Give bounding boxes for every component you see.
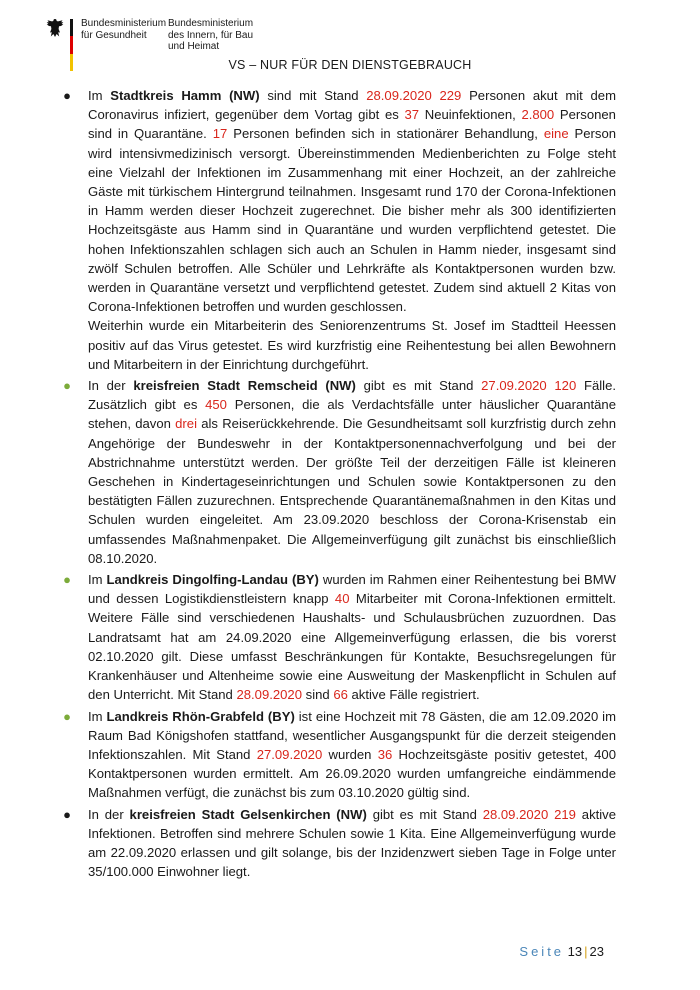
list-item: [63, 805, 616, 882]
classification-label: VS – NUR FÜR DEN DIENSTGEBRAUCH: [228, 58, 472, 72]
region-name: Landkreis Rhön-Grabfeld (BY): [106, 708, 295, 724]
bullet-icon: ●: [63, 708, 71, 724]
region-name: kreisfreien Stadt Remscheid (NW): [133, 378, 356, 394]
bullet-icon: ●: [63, 378, 71, 394]
item-paragraph: In der kreisfreien Stadt Remscheid (NW) gibt es mit Stand 27.09.2020 120 Fälle. Zusätzlich gibt es 450 Personen, die als Verdachtsfälle unter häuslicher Quarantäne stehen, davon drei als Reiserückkehrende. Die Gesundheitsamt soll kurzfristig durch zehn Angehörige der Bundeswehr in der Kontaktpersonennachverfolgung und bei der Abstrichnahme unterstützt werden. Der größte Teil der derzeitigen Fälle ist kleineren Geschehen in Kindertageseinrichtungen und Schulen sowie Kontaktpersonen zu den bestätigten Fällen zuzurechnen. Entsprechende Quarantänemaßnahmen in den Kitas und Schulen wurden eingeleitet. Am 23.09.2020 beschloss der Corona-Krisenstab ein umfassendes Maßnahmenpaket. Die Allgemeinverfügung gilt zunächst bis einschließlich 08.10.2020.: [88, 378, 616, 566]
item-paragraph: Im Landkreis Rhön-Grabfeld (BY) ist eine Hochzeit mit 78 Gästen, die am 12.09.2020 im Raum Bad Königshofen stattfand, wesentlicher Ausgangspunkt für die derzeit steigenden Infektionszahlen. Mit Stand 27.09.2020 wurden 36 Hochzeitsgäste positiv getestet, 400 Kontaktpersonen wurden ermittelt. Am 26.09.2020 wurden umfangreiche eindämmende Maßnahmen verfügt, die zunächst bis zum 03.10.2020 gültig sind.: [88, 708, 616, 801]
federal-eagle-icon: [46, 18, 64, 38]
ministry-interior-name: Bundesministerium des Innern, für Bau und Heimat: [168, 18, 254, 52]
region-name: kreisfreien Stadt Gelsenkirchen (NW): [129, 806, 367, 822]
bullet-icon: ●: [63, 88, 71, 103]
ministry-health-name: Bundesministerium für Gesundheit: [81, 18, 167, 41]
current-page: 13: [567, 944, 583, 959]
total-pages: 23: [589, 944, 604, 959]
list-item: [63, 570, 616, 704]
page-number: [519, 944, 604, 959]
region-name: Landkreis Dingolfing-Landau (BY): [106, 572, 319, 588]
item-paragraph: Im Landkreis Dingolfing-Landau (BY) wurden im Rahmen einer Reihentestung bei BMW und dessen Logistikdienstleistern knapp 40 Mitarbeiter mit Corona-Infektionen ermittelt. Weitere Fälle sind verschiedenen Haushalts- und Schulausbrüchen zuzuordnen. Das Landratsamt hat am 24.09.2020 eine Allgemeinverfügung erlassen, die bis vorerst 02.10.2020 gilt. Diese umfasst Beschränkungen für Kontakte, Besuchsregelungen für Krankenhäuser und Altenheime sowie eine Ausweitung der Maskenpflicht in Schulen auf den Unterricht. Mit Stand 28.09.2020 sind 66 aktive Fälle registriert.: [88, 572, 616, 703]
item-paragraph: Im Stadtkreis Hamm (NW) sind mit Stand 28.09.2020 229 Personen akut mit dem Coronavirus infiziert, gegenüber dem Vortag gibt es 37 Neuinfektionen, 2.800 Personen sind in Quarantäne. 17 Personen befinden sich in stationärer Behandlung, eine Person wird intensivmedizinisch versorgt. Übereinstimmenden Medienberichten zu Folge steht eine Vielzahl der Infektionen im Zusammenhang mit einer Hochzeit, an der zahlreiche Gäste mit türkischem Hintergrund teilnahmen. Insgesamt rund 170 der Corona-Infektionen in Hamm werden dieser Hochzeit zugerechnet. Die bisher mehr als 300 identifizierten Hochzeitsgäste aus Hamm sind in Quarantäne und wurden verpflichtend getestet. Die hohen Infektionszahlen schlagen sich auch an Schulen in Hamm nieder, insgesamt sind zwölf Schulen betroffen. Alle Schüler und Lehrkräfte als Kontaktpersonen wurden bzw. werden in Quarantäne versetzt und verpflichtend getestet. Zudem sind aktuell 2 Kitas von Corona-Infektionen betroffen und wurden geschlossen.: [88, 88, 617, 315]
document-body: [63, 86, 617, 881]
page-label: Seite: [519, 944, 565, 959]
list-item: [63, 707, 616, 803]
list-item: [63, 86, 617, 374]
item-paragraph: Weiterhin wurde ein Mitarbeiterin des Seniorenzentrums St. Josef im Stadtteil Heessen positiv auf das Virus getestet. Es wird kurzfristig eine Reihentestung bei allen Bewohnern und Mitarbeitern in der Einrichtung durchgeführt.: [88, 318, 616, 372]
region-name: Stadtkreis Hamm (NW): [110, 88, 260, 103]
page-separator: |: [584, 944, 588, 959]
item-paragraph: In der kreisfreien Stadt Gelsenkirchen (NW) gibt es mit Stand 28.09.2020 219 aktive Infektionen. Betroffen sind mehrere Schulen sowie 1 Kita. Eine Allgemeinverfügung wurde am 22.09.2020 erlassen und gilt solange, bis der Inzidenzwert sieben Tage in Folge unter 35/100.000 Einwohner liegt.: [88, 806, 616, 880]
bullet-icon: ●: [63, 806, 71, 822]
bullet-icon: ●: [63, 572, 71, 588]
list-item: [63, 376, 616, 568]
